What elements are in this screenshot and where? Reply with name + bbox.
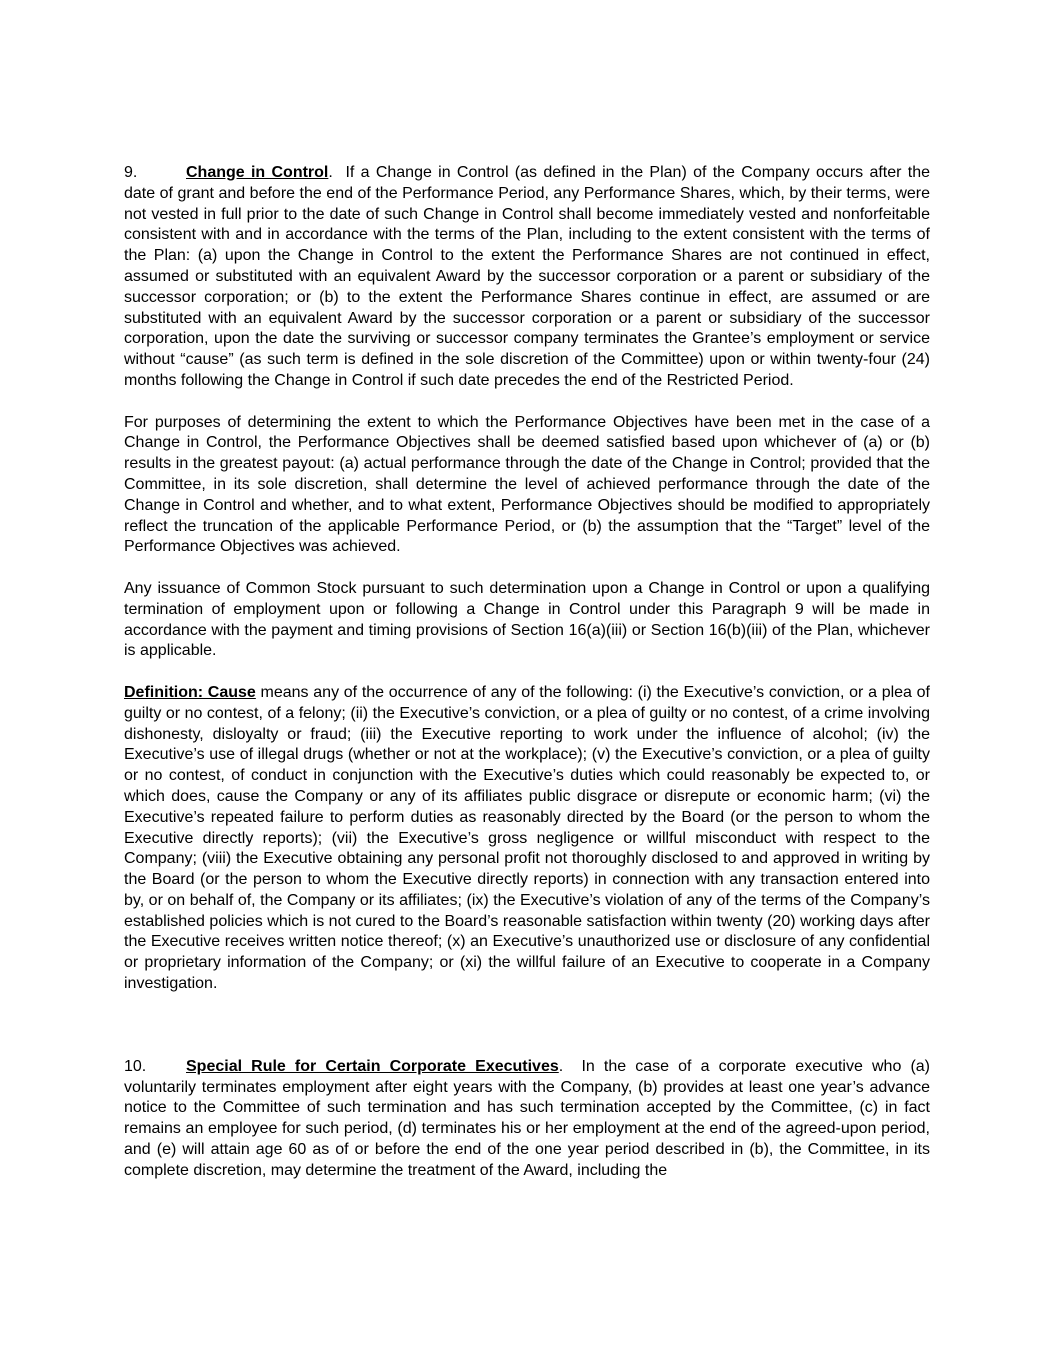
section-9-heading: Change in Control	[186, 164, 329, 181]
definition-cause-body: means any of the occurrence of any of the following: (i) the Executive’s conviction, or a plea of guilty or no contest, of a felony; (ii) the Executive’s conviction, or a plea of guilty or no contest, of a crime involving dishonesty, disloyalty or fraud; (iii) the Executive reporting to work under the influence of alcohol; (iv) the Executive’s use of illegal drugs (whether or not at the workplace); (v) the Executive’s conviction, or a plea of guilty or no contest, of conduct in conjunction with the Executive’s duties which could reasonably be expected to, or which does, cause the Company or any of its affiliates public disgrace or disrepute or economic harm; (vi) the Executive’s repeated failure to perform duties as reasonably directed by the Board (or the person to whom the Executive directly reports); (vii) the Executive’s gross negligence or willful misconduct with respect to the Company; (viii) the Executive obtaining any personal profit not thoroughly disclosed to and approved in writing by the Board (or the person to whom the Executive directly reports) in connection with any transaction entered into by, or on behalf of, the Company or its affiliates; (ix) the Executive’s violation of any of the terms of the Company’s established policies which is not cured to the Board’s reasonable satisfaction within twenty (20) working days after the Executive receives written notice thereof; (x) an Executive’s unauthorized use or disclosure of any confidential or proprietary information of the Company; or (xi) the willful failure of an Executive to cooperate in a Company investigation.	[124, 683, 930, 993]
section-10-paragraph	[124, 1057, 930, 1182]
section-9-number: 9.	[124, 164, 138, 181]
section-10-heading-punct: .	[558, 1057, 564, 1075]
section-10-heading: Special Rule for Certain Corporate Executives	[186, 1057, 559, 1075]
section-9-heading-punct: .	[328, 164, 333, 181]
paragraph-spacer	[124, 558, 930, 579]
paragraph-spacer	[124, 662, 930, 683]
document-page	[124, 163, 930, 1182]
section-10-body: In the case of a corporate executive who (a) voluntarily terminates employment after eight years with the Company, (b) provides at least one year’s advance notice to the Committee of such termination and has such termination accepted by the Committee, (c) in fact remains an employee for such period, (d) terminates his or her employment at the end of the agreed-upon period, and (e) will attain age 60 as of or before the end of the one year period described in (b), the Committee, in its complete discretion, may determine the treatment of the Award, including the	[124, 1057, 931, 1179]
section-10-number: 10.	[124, 1057, 147, 1075]
paragraph-spacer	[124, 392, 930, 413]
definition-cause-heading: Definition: Cause	[124, 683, 256, 701]
section-9-body: If a Change in Control (as defined in the Plan) of the Company occurs after the date of grant and before the end of the Performance Period, any Performance Shares, which, by their terms, were not vested in full prior to the date of such Change in Control shall become immediately vested and nonforfeitable consistent with and in accordance with the terms of the Plan, including to the extent consistent with the terms of the Plan: (a) upon the Change in Control to the extent the Performance Shares are not continued in effect, assumed or substituted with an equivalent Award by the successor corporation or a parent or subsidiary of the successor corporation; or (b) to the extent the Performance Shares continue in effect, are assumed or are substituted with an equivalent Award by the successor corporation or a parent or subsidiary of the successor corporation, upon the date the surviving or successor company terminates the Grantee’s employment or service without “cause” (as such term is defined in the sole discretion of the Committee) upon or within twenty-four (24) months following the Change in Control if such date precedes the end of the Restricted Period.	[124, 164, 931, 389]
performance-objectives-paragraph: For purposes of determining the extent to which the Performance Objectives have been met in the case of a Change in Control, the Performance Objectives shall be deemed satisfied based upon whichever of (a) or (b) results in the greatest payout: (a) actual performance through the date of the Change in Control; provided that the Committee, in its sole discretion, shall determine the level of achieved performance through the date of the Change in Control and whether, and to what extent, Performance Objectives should be modified to appropriately reflect the truncation of the applicable Performance Period, or (b) the assumption that the “Target” level of the Performance Objectives was achieved.	[124, 413, 930, 556]
section-9-paragraph	[124, 163, 930, 392]
common-stock-issuance-paragraph: Any issuance of Common Stock pursuant to such determination upon a Change in Control or upon a qualifying termination of employment upon or following a Change in Control under this Paragraph 9 will be made in accordance with the payment and timing provisions of Section 16(a)(iii) or Section 16(b)(iii) of the Plan, whichever is applicable.	[124, 579, 930, 660]
section-spacer	[124, 995, 930, 1057]
definition-cause-paragraph	[124, 683, 930, 995]
